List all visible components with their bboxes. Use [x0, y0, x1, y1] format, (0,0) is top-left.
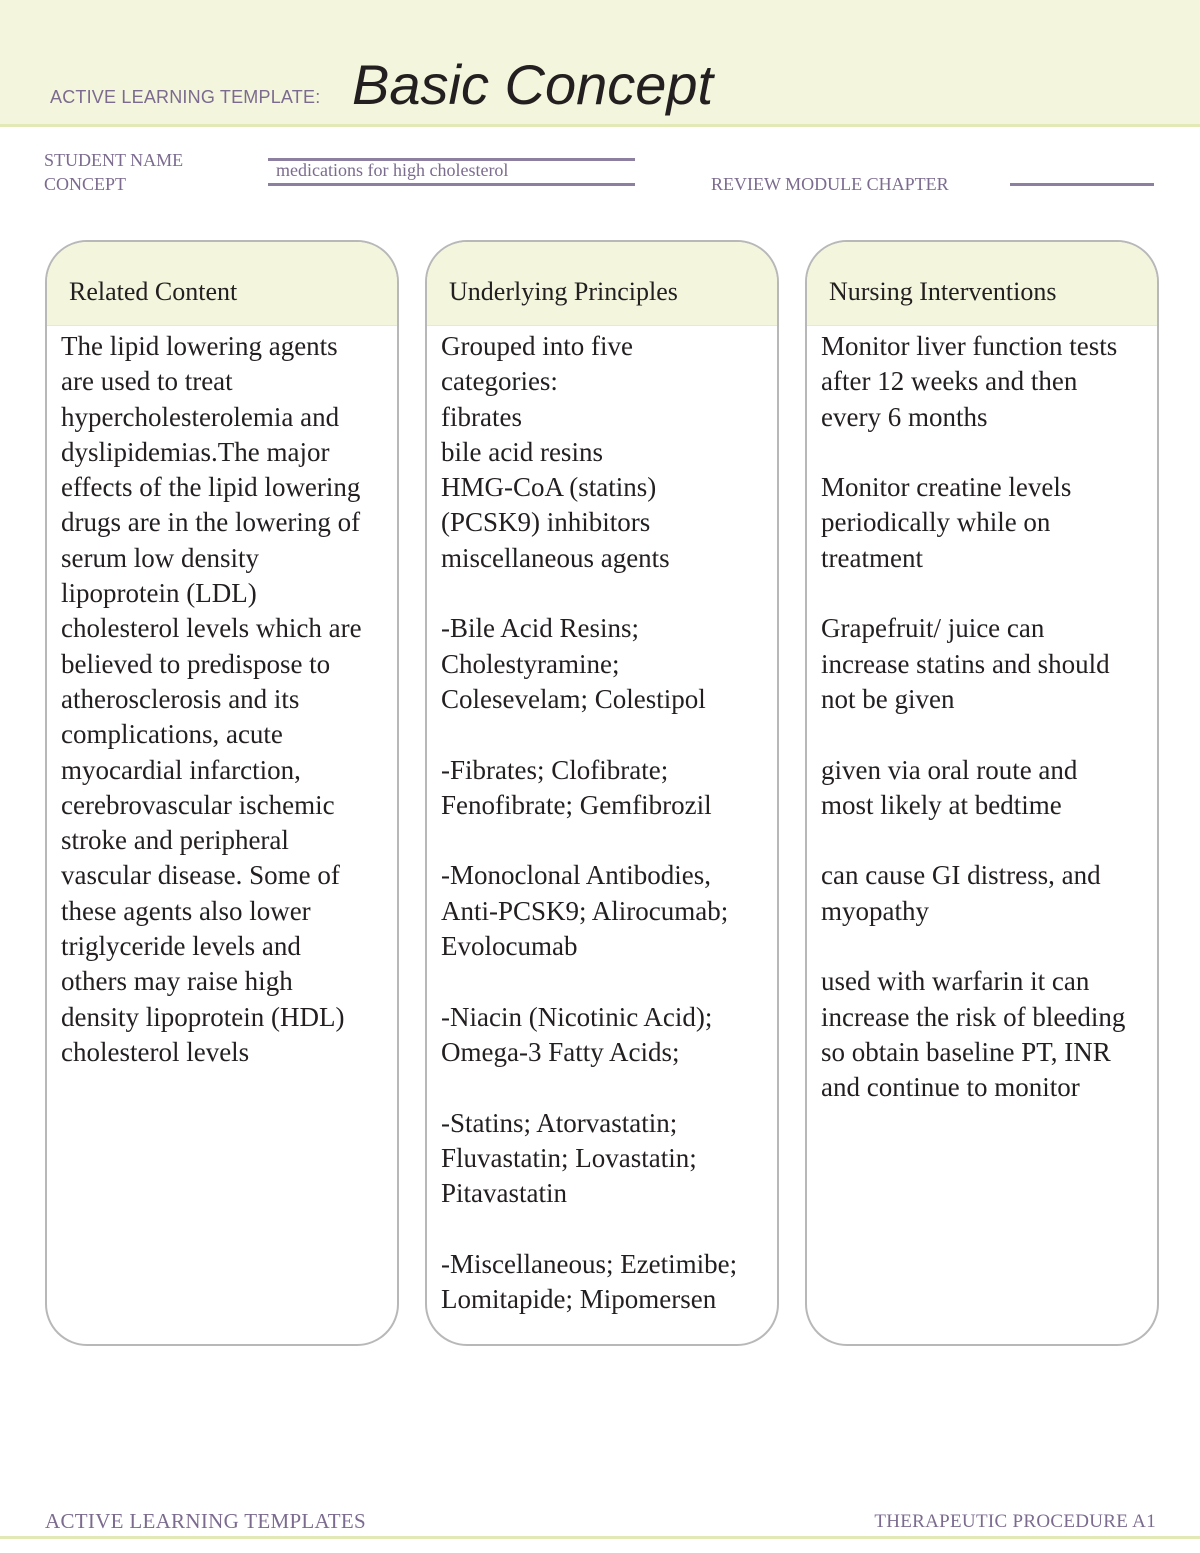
review-module-label: REVIEW MODULE CHAPTER — [711, 174, 949, 194]
related-content-text[interactable]: The lipid lowering agents are used to treat hypercholesterolemia and dyslipidemias.The major effects of the lipid lowering drugs are in the lowering of serum low density lipoprotein (LDL) cholesterol levels which are believed to predispose to atherosclerosis and its complications, acute myocardial infarction, cerebrovascular ischemic stroke and peripheral vascular disease. Some of these agents also lower triglyceride levels and others may raise high density lipoprotein (HDL) cholesterol levels — [61, 331, 362, 1067]
nursing-interventions-text[interactable]: Monitor liver function tests after 12 weeks and then every 6 months Monitor creatine levels periodically while on treatment Grapefruit/ juice can increase statins and should not be given given via oral route and most likely at bedtime can cause GI distress, and myopathy used with warfarin it can increase the risk of bleeding so obtain baseline PT, INR and continue to monitor — [821, 331, 1126, 1103]
related-content-heading: Related Content — [47, 242, 397, 326]
concept-field-line — [268, 183, 635, 186]
underlying-principles-heading: Underlying Principles — [427, 242, 777, 326]
nursing-interventions-heading: Nursing Interventions — [807, 242, 1157, 326]
concept-value[interactable]: medications for high cholesterol — [276, 160, 509, 180]
review-module-field[interactable] — [1010, 183, 1154, 186]
student-name-label: STUDENT NAME — [44, 150, 184, 170]
footer-right: THERAPEUTIC PROCEDURE A1 — [874, 1511, 1156, 1532]
underlying-principles-text[interactable]: Grouped into five categories: fibrates bile acid resins HMG-CoA (statins) (PCSK9) inhibitors miscellaneous agents -Bile Acid Resins; Cholestyramine; Colesevelam; Colestipol -Fibrates; Clofibrate; Fenofibrate; Gemfibrozil -Monoclonal Antibodies, Anti-PCSK9; Alirocumab; Evolocumab -Niacin (Nicotinic Acid); Omega-3 Fatty Acids; -Statins; Atorvastatin; Fluvastatin; Lovastatin; Pitavastatin -Miscellaneous; Ezetimibe; Lomitapide; Mipomersen — [441, 331, 738, 1315]
footer-left: ACTIVE LEARNING TEMPLATES — [45, 1509, 366, 1533]
related-content-panel — [45, 240, 399, 1346]
concept-label: CONCEPT — [44, 174, 127, 194]
nursing-interventions-panel — [805, 240, 1159, 1346]
page-title: Basic Concept — [352, 53, 714, 116]
underlying-principles-panel — [425, 240, 779, 1346]
template-label: ACTIVE LEARNING TEMPLATE: — [50, 87, 321, 107]
footer-divider — [0, 1536, 1200, 1539]
